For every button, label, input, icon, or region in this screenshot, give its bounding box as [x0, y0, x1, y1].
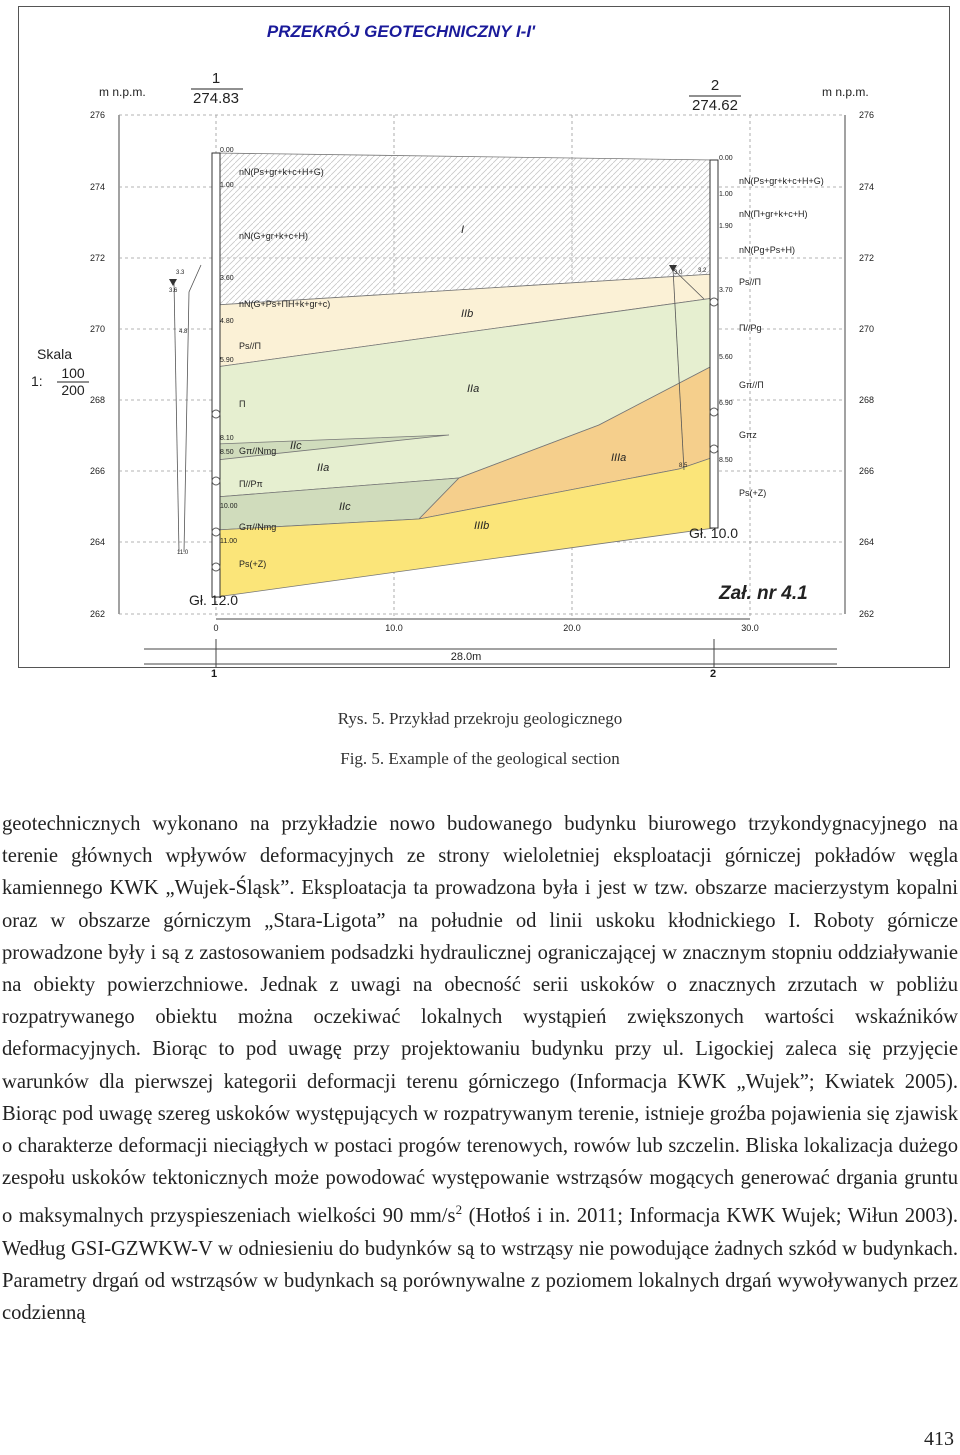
layer-label: IIIa: [611, 452, 627, 464]
distance-tick: 0: [213, 623, 219, 633]
elevation-tick-right: 264: [859, 537, 875, 547]
elevation-tick-left: 268: [89, 395, 105, 405]
scale-numerator: 100: [61, 365, 85, 381]
borehole-2-depth-mark: 3.70: [719, 287, 733, 294]
bottom-marker-2: 2: [710, 668, 717, 680]
distance-tick: 10.0: [385, 623, 403, 633]
water-level-label: 11.0: [177, 550, 189, 556]
water-level-label: 3.3: [176, 270, 185, 276]
borehole-2-depth-mark: 5.60: [719, 354, 733, 361]
borehole-2-depth: Gł. 10.0: [689, 525, 739, 541]
borehole-2-soil: Gπ//Π: [739, 380, 764, 390]
layer-label: IIc: [290, 440, 302, 452]
borehole-2-soils: [739, 176, 824, 498]
borehole-1-elevation: 274.83: [193, 90, 239, 107]
body-main: geotechnicznych wykonano na przykładzie nowo budowanego budynku biurowego trzykondygnacyjnego na terenie głównych wpływów deformacyjnych ze strony wieloletniej eksploatacji górniczej pokładów węgla kamiennego KWK „Wujek-Śląsk”. Eksploatacja ta prowadzona była i jest w tzw. obszarze macierzystym kopalni oraz w obszarze górniczym „Stara-Ligota” na południe od linii uskoku kłodnickiego I. Roboty górnicze prowadzone były i są z zastosowaniem podsadzki hydraulicznej ograniczającej w znacznym stopniu oddziaływanie na obiekty powierzchniowe. Jednak z uwagi na obecność serii uskoków o znacznych zrzutach w pobliżu rozpatrywanego obiektu można oczekiwać lokalnych wystąpień zwiększonych wartości wskaźników deformacyjnych. Biorąc to pod uwagę przy projektowaniu budynku przy ul. Ligockiej zaleca się przyjęcie warunków dla pierwszej kategorii deformacji terenu górniczego (Informacja KWK „Wujek”; Kwiatek 2005). Biorąc pod uwagę szereg uskoków występujących w rozpatrywanym terenie, istnieje groźba pojawienia się zjawisk o charakterze deformacji nieciągłych w postaci progów terenowych, rowów lub szczelin. Bliska lokalizacja dużego zespołu uskoków tektonicznych może powodować występowanie wstrząsów mogących generować drgania gruntu o maksymalnych przyspieszeniach wielkości 90 mm/s: [2, 813, 958, 1228]
water-level-label: 4.8: [179, 329, 188, 335]
figure-caption-polish: Rys. 5. Przykład przekroju geologicznego: [337, 709, 623, 728]
scale-label: Skala: [37, 346, 73, 362]
borehole-2-depth-mark: 6.90: [719, 400, 733, 407]
borehole-1-soil: Gπ//Nmg: [239, 446, 277, 456]
elevation-tick-left: 276: [89, 110, 105, 120]
elevation-tick-right: 272: [859, 253, 875, 263]
borehole-2-soil: nN(Π+gr+k+c+H): [739, 209, 808, 219]
elevation-tick-left: 272: [89, 253, 105, 263]
body-tail: (Hotłoś i in. 2011; Informacja KWK Wujek; Wiłun 2003). Według GSI-GZWKW-V w odniesieniu do budynków są to wstrząsy nie powodujące żadnych szkód w budynkach. Parametry drgań od wstrząsów w budynkach są porównywalne z poziomem lokalnych drgań wywoływanych przez codzienną: [2, 1205, 958, 1324]
distance-tick: 20.0: [563, 623, 581, 633]
water-level-label: 3.6: [169, 288, 178, 294]
page-number: 413: [924, 1428, 954, 1450]
borehole-1-depth: Gł. 12.0: [189, 592, 239, 608]
water-level-label: 3.2: [698, 268, 707, 274]
borehole-1-depth-mark: 3.60: [220, 275, 234, 282]
borehole-1-soil: Ps//Π: [239, 341, 262, 351]
borehole-1-number: 1: [211, 70, 221, 87]
borehole-1-depth-mark: 4.80: [220, 318, 234, 325]
borehole-1-depth-mark: 1.00: [220, 182, 234, 189]
borehole-2-soil: nN(Pg+Ps+H): [739, 245, 796, 255]
figure-caption-english: Fig. 5. Example of the geological section: [340, 749, 620, 768]
borehole-1-soil: nN(Ps+gr+k+c+H+G): [239, 167, 324, 177]
body-paragraph: [2, 808, 958, 1329]
figure-title: PRZEKRÓJ GEOTECHNICZNY I-I': [266, 22, 536, 41]
layer-label: I: [461, 224, 465, 236]
borehole-2-depth-mark: 8.50: [719, 457, 733, 464]
distance-tick: 30.0: [741, 623, 759, 633]
elevation-tick-left: 262: [89, 609, 105, 619]
borehole-2-soil: nN(Ps+gr+k+c+H+G): [739, 176, 824, 186]
borehole-1-soil: nN(G+gr+k+c+H): [239, 231, 309, 241]
left-unit-label: m n.p.m.: [99, 85, 146, 99]
borehole-2-number: 2: [710, 77, 720, 94]
layer-label: IIa: [467, 383, 480, 395]
scale-denominator: 200: [61, 382, 85, 398]
elevation-tick-right: 270: [859, 324, 875, 334]
geotechnical-section-figure: [18, 6, 950, 668]
borehole-2-soil: Ps(+Z): [739, 488, 767, 498]
body-text: [2, 808, 958, 1329]
borehole-2-elevation: 274.62: [692, 97, 738, 114]
layer-label: IIc: [339, 501, 351, 513]
borehole-1-depth-mark: 0.00: [220, 147, 234, 154]
borehole-1-depth-mark: 8.50: [220, 449, 234, 456]
right-unit-label: m n.p.m.: [822, 85, 869, 99]
borehole-1-soil: Π: [239, 399, 246, 409]
layer-label: IIb: [461, 308, 474, 320]
body-superscript: 2: [455, 1202, 463, 1218]
elevation-tick-left: 270: [89, 324, 105, 334]
distance-label: 28.0m: [450, 651, 482, 663]
borehole-2-depths: [719, 155, 733, 464]
elevation-tick-right: 274: [859, 182, 875, 192]
elevation-tick-left: 264: [89, 537, 105, 547]
borehole-2-soil: Gπz: [739, 430, 757, 440]
borehole-1-soil: nN(G+Ps+ΠH+k+gr+c): [239, 299, 331, 309]
borehole-2-depth-mark: 0.00: [719, 155, 733, 162]
borehole-2-depth-mark: 1.00: [719, 191, 733, 198]
borehole-1-depth-mark: 10.00: [220, 503, 238, 510]
borehole-1-depth-mark: 11.00: [220, 538, 237, 545]
elevation-tick-right: 266: [859, 466, 875, 476]
elevation-tick-left: 266: [89, 466, 105, 476]
elevation-tick-right: 268: [859, 395, 875, 405]
elevation-tick-right: 262: [859, 609, 875, 619]
borehole-1-depth-mark: 5.90: [220, 357, 234, 364]
elevation-tick-left: 274: [89, 182, 105, 192]
water-level-label: 8.5: [679, 463, 688, 469]
layer-label: IIIb: [474, 520, 490, 532]
bottom-marker-1: 1: [211, 668, 218, 680]
distance-ticks: [213, 623, 758, 633]
water-level-label: 3.0: [674, 270, 683, 276]
borehole-2-soil: Ps//Π: [739, 277, 762, 287]
attachment-label: Zał. nr 4.1: [719, 583, 808, 604]
borehole-2-depth-mark: 1.90: [719, 223, 733, 230]
borehole-1-soil: Gπ//Nmg: [239, 522, 277, 532]
elevation-tick-right: 276: [859, 110, 875, 120]
scale-prefix: 1:: [31, 373, 43, 389]
borehole-1-depth-mark: 8.10: [220, 435, 234, 442]
borehole-2-soil: Π//Pg: [739, 323, 762, 333]
borehole-1-soil: Ps(+Z): [239, 559, 267, 569]
borehole-1-soil: Π//Pπ: [239, 479, 263, 489]
layer-label: IIa: [317, 462, 330, 474]
